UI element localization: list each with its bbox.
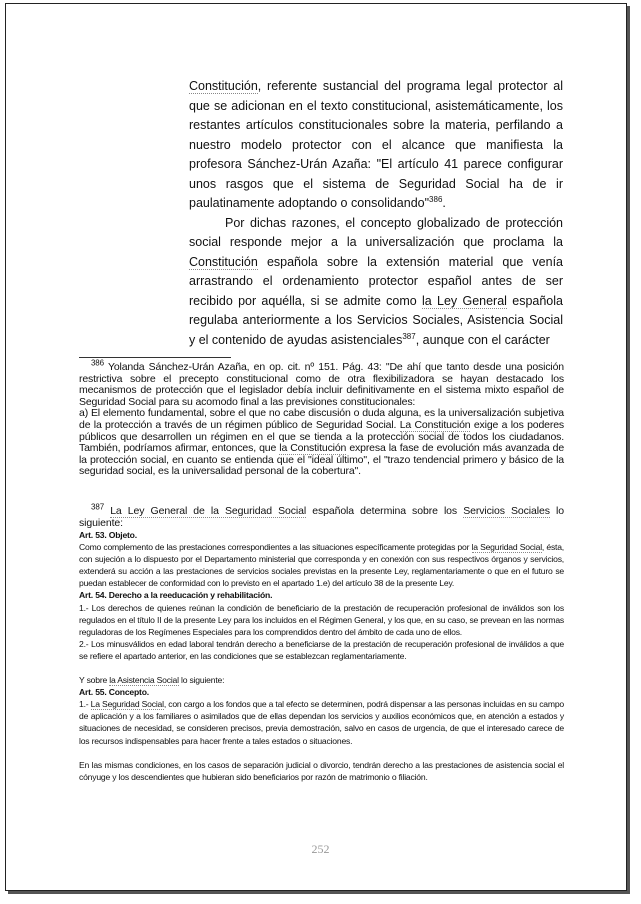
link-constitucion[interactable]: Constitución (189, 79, 258, 93)
paragraph-1: Constitución, referente sustancial del programa legal protector al que se adicionan en el texto constitucional, asistemáticamente, los restantes artículos constitucionales sobre la materia, perfilando a nuestro modelo protector con el alcance que manifiesta la profesora Sánchez-Urán Azaña: "El artículo 41 parece configurar unos rasgos que el sistema de Seguridad Social ha de ir paulatinamente adoptando o consolidando"$^{386}$. (189, 79, 563, 210)
footnote-number: 386 (91, 358, 104, 368)
article-55-title: Art. 55. Concepto. (79, 687, 149, 698)
article-54-p2: 2.- Los minusválidos en edad laboral tendrán derecho a beneficiarse de la prestación de recuperación profesional de inválidos a que se refiere el apartado anterior, en las condiciones que se establezcan reglamentariamente. (79, 638, 564, 661)
footnote-386: $^{386}$ Yolanda Sánchez-Urán Azaña, en op. cit. nº 151. Pág. 43: "De ahí que tanto desde una posición restrictiva sobre el precepto constitucional como de otra flexibilizadora se hayan destacado los mecanismos de protección que el legislador debía incluir definitivamente en el sistema mixto español de Seguridad Social para su acomodo final a las previsiones constitucionales: a) El elemento fundamental, sobre el que no cabe discusión o duda alguna, es la universalización subjetiva de la protección a través de un régimen público de Seguridad Social. La Constitución exige a los poderes públicos que desarrollen un régimen en el que se tienda a la protección social de todos los ciudadanos. También, podríamos afirmar, entonces, que la Constitución expresa la fase de evolución más avanzada de la protección social, en cuanto se entienda que el "ideal último", el "trazo tendencial primero y básico de la seguridad social, es la universalidad personal de la cobertura". (79, 358, 565, 478)
link-la-constitucion-2[interactable]: la Constitución (279, 442, 347, 455)
footnote-number: 387 (91, 502, 105, 512)
main-body-text (189, 77, 563, 350)
link-servicios-sociales[interactable]: Servicios Sociales (463, 505, 550, 517)
footnote-ref-387[interactable]: 387 (402, 331, 416, 341)
link-seguridad-social[interactable]: la Seguridad Social (471, 542, 542, 553)
link-la-constitucion[interactable]: La Constitución (399, 418, 471, 431)
footnote-387: $^{387}$ La Ley General de la Seguridad Social española determina sobre los Servicios Sociales lo siguiente: Art. 53. Objeto. Como complemento de las prestaciones correspondientes a las situaciones específicamente protegidas por la Seguridad Social, ésta, con sujeción a lo dispuesto por el Departamento ministerial que corresponda y en conexión con sus respectivos órganos y servicios, extenderá su acción a las prestaciones de servicios sociales previstas en la presente Ley, reglamentariamente o que en el futuro se puedan establecer de conformidad con lo previsto en el apartado 1.e) del artículo 38 de la presente Ley. Art. 54. Derecho a la reeducación y rehabilitación. 1.- Los derechos de quienes reúnan la condición de beneficiario de la prestación de recuperación profesional de inválidos son los regulados en el título II de la presente Ley para los incluidos en el Régimen General, y los que, en su caso, se prevean en las normas reguladoras de los Regímenes Especiales para los comprendidos dentro del ámbito de cada uno de ellos. 2.- Los minusválidos en edad laboral tendrán derecho a beneficiarse de la prestación de recuperación profesional de inválidos a que se refiere el apartado anterior, en las condiciones que se establezcan reglamentariamente. Y sobre la Asistencia Social lo siguiente: Art. 55. Concepto. 1.- La Seguridad Social, con cargo a los fondos que a tal efecto se determinen, podrá dispensar a las personas incluidas en su campo de aplicación y a los familiares o asimilados que de ellas dependan los servicios y auxilios económicos que, en atención a estados y situaciones de necesidad, se consideren precisos, previa demostración, salvo en casos de urgencia, de que el interesado carece de los recursos indispensables para hacer frente a tales estados o situaciones. En las mismas condiciones, en los casos de separación judicial o divorcio, tendrán derecho a las prestaciones de asistencia social el cónyuge y los descendientes que hubieran sido beneficiarios por razón de matrimonio o filiación. (79, 502, 565, 782)
article-54-title: Art. 54. Derecho a la reeducación y rehabilitación. (79, 590, 273, 601)
closing-paragraph: En las mismas condiciones, en los casos de separación judicial o divorcio, tendrán derecho a las prestaciones de asistencia social el cónyuge y los descendientes que hubieran sido beneficiarios por razón de matrimonio o filiación. (79, 759, 564, 782)
page-number: 252 (311, 842, 330, 856)
footnote-ref-386[interactable]: 386 (429, 194, 443, 204)
article-53-title: Art. 53. Objeto. (79, 530, 137, 540)
asistencia-intro: Y sobre la Asistencia Social lo siguiente: (79, 675, 225, 686)
article-54-p1: 1.- Los derechos de quienes reúnan la condición de beneficiario de la prestación de recuperación profesional de inválidos son los regulados en el título II de la presente Ley para los incluidos en el Régimen General, y los que, en su caso, se prevean en las normas reguladoras de los Regímenes Especiales para los comprendidos dentro del ámbito de cada uno de ellos. (79, 602, 564, 637)
article-55-text: 1.- La Seguridad Social, con cargo a los fondos que a tal efecto se determinen, podrá dispensar a las personas incluidas en su campo de aplicación y a los familiares o asimilados que de ellas dependan los servicios y auxilios económicos que, en atención a estados y situaciones de necesidad, se consideren precisos, previa demostración, salvo en casos de urgencia, de que el interesado carece de los recursos indispensables para hacer frente a tales estados o situaciones. (79, 699, 564, 746)
link-ley-general[interactable]: la Ley General (422, 293, 507, 308)
link-constitucion-2[interactable]: Constitución (189, 254, 258, 269)
paragraph-2: Por dichas razones, el concepto globalizado de protección social responde mejor a la universalización que proclama la Constitución española sobre la extensión material que venía arrastrando el ordenamiento protector español antes de ser recibido por aquélla, si se admite como la Ley General española regulaba anteriormente a los Servicios Sociales, Asistencia Social y el contenido de ayudas asistenciales$^{387}$, aunque con el carácter (189, 215, 563, 347)
link-asistencia-social[interactable]: la Asistencia Social (109, 675, 179, 686)
article-53-text: Como complemento de las prestaciones correspondientes a las situaciones específicamente protegidas por la Seguridad Social, ésta, con sujeción a lo dispuesto por el Departamento ministerial que corresponda y en conexión con sus respectivos órganos y servicios, extenderá su acción a las prestaciones de servicios sociales previstas en la presente Ley, reglamentariamente o que en el futuro se puedan establecer de conformidad con lo previsto en el apartado 1.e) del artículo 38 de la presente Ley. (79, 542, 565, 589)
link-la-seguridad-social[interactable]: La Seguridad Social (90, 699, 164, 710)
link-ley-general-seguridad-social[interactable]: La Ley General de la Seguridad Social (110, 505, 307, 517)
